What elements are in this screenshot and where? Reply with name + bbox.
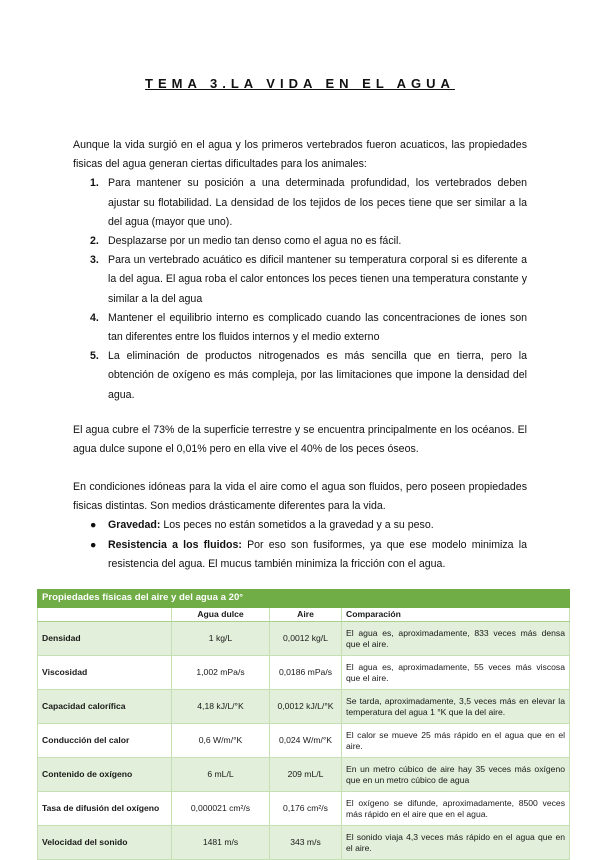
water-cell: 4,18 kJ/L/°K bbox=[172, 690, 270, 724]
list-item bbox=[73, 251, 527, 309]
property-cell: Tasa de difusión del oxígeno bbox=[38, 792, 172, 826]
bullet-text: Por eso son fusiformes, ya que ese modelo minimiza la resistencia del agua. El mucus también minimiza la fricción con el agua. bbox=[108, 538, 527, 570]
water-cell: 6 mL/L bbox=[172, 758, 270, 792]
property-cell: Viscosidad bbox=[38, 656, 172, 690]
list-item-text: La eliminación de productos nitrogenados es más sencilla que en tierra, pero la obtención de oxígeno es más compleja, por las limitaciones que impone la densidad del agua. bbox=[108, 350, 527, 401]
list-number: 1. bbox=[90, 177, 99, 190]
comparison-cell: El sonido viaja 4,3 veces más rápido en el agua que en el aire. bbox=[342, 826, 570, 860]
property-cell: Velocidad del sonido bbox=[38, 826, 172, 860]
comparison-cell: Se tarda, aproximadamente, 3,5 veces más en elevar la temperatura del agua 1 °K que la del aire. bbox=[342, 690, 570, 724]
bullet-icon: ● bbox=[90, 519, 97, 532]
water-coverage-paragraph: El agua cubre el 73% de la superficie terrestre y se encuentra principalmente en los océanos. El agua dulce supone el 0,01% pero en ella vive el 40% de los peces óseos. bbox=[73, 424, 527, 456]
property-cell: Conducción del calor bbox=[38, 724, 172, 758]
list-number: 5. bbox=[90, 350, 99, 363]
list-item bbox=[73, 536, 527, 574]
comparison-cell: El agua es, aproximadamente, 55 veces más viscosa que el aire. bbox=[342, 656, 570, 690]
air-cell: 0,024 W/m/°K bbox=[270, 724, 342, 758]
table-row bbox=[38, 656, 570, 690]
water-cell: 1481 m/s bbox=[172, 826, 270, 860]
list-item bbox=[73, 309, 527, 347]
water-cell: 1,002 mPa/s bbox=[172, 656, 270, 690]
list-item-text: Para mantener su posición a una determinada profundidad, los vertebrados deben ajustar su flotabilidad. La densidad de los tejidos de los peces tiene que ser similar a la del agua (mayor que uno). bbox=[108, 177, 527, 228]
air-cell: 0,0012 kJ/L/°K bbox=[270, 690, 342, 724]
list-item bbox=[73, 232, 527, 251]
air-cell: 0,0012 kg/L bbox=[270, 622, 342, 656]
header-cell bbox=[38, 608, 172, 622]
table-row bbox=[38, 758, 570, 792]
bullet-icon: ● bbox=[90, 538, 97, 551]
table-row bbox=[38, 622, 570, 656]
comparison-cell: El oxígeno se difunde, aproximadamente, 8500 veces más rápido en el aire que en el agua. bbox=[342, 792, 570, 826]
water-cell: 1 kg/L bbox=[172, 622, 270, 656]
table-row bbox=[38, 826, 570, 860]
list-number: 3. bbox=[90, 254, 99, 267]
air-cell: 209 mL/L bbox=[270, 758, 342, 792]
comparison-cell: El calor se mueve 25 más rápido en el agua que en el aire. bbox=[342, 724, 570, 758]
list-item-text: Mantener el equilibrio interno es complicado cuando las concentraciones de iones son tan diferentes entre los fluidos internos y el medio externo bbox=[108, 311, 527, 344]
list-item bbox=[73, 347, 527, 405]
air-cell: 343 m/s bbox=[270, 826, 342, 860]
property-cell: Densidad bbox=[38, 622, 172, 656]
table-row bbox=[38, 792, 570, 826]
difficulties-list bbox=[73, 174, 527, 404]
table-row bbox=[38, 690, 570, 724]
bullet-text: Los peces no están sometidos a la gravedad y a su peso. bbox=[160, 519, 434, 532]
fluids-paragraph: En condiciones idóneas para la vida el aire como el agua son fluidos, pero poseen propiedades fisicas distintas. Son medios drásticamente diferentes para la vida. bbox=[73, 481, 527, 513]
list-number: 2. bbox=[90, 235, 99, 248]
page-title: TEMA 3.LA VIDA EN EL AGUA bbox=[145, 76, 455, 91]
water-cell: 0,000021 cm²/s bbox=[172, 792, 270, 826]
header-cell: Aire bbox=[270, 608, 342, 622]
comparison-cell: En un metro cúbico de aire hay 35 veces más oxígeno que en un metro cúbico de agua bbox=[342, 758, 570, 792]
list-item bbox=[73, 516, 527, 535]
bullet-label: Gravedad: bbox=[108, 519, 161, 532]
intro-paragraph: Aunque la vida surgió en el agua y los primeros vertebrados fueron acuaticos, las propiedades fisicas del agua generan ciertas dificultades para los animales: bbox=[73, 139, 527, 171]
table-header-row bbox=[38, 608, 570, 622]
fluids-section bbox=[73, 478, 527, 574]
header-cell: Comparación bbox=[342, 608, 570, 622]
properties-table bbox=[37, 589, 570, 860]
table-row bbox=[38, 724, 570, 758]
fluid-properties-list bbox=[73, 516, 527, 574]
property-cell: Contenido de oxígeno bbox=[38, 758, 172, 792]
air-cell: 0,176 cm²/s bbox=[270, 792, 342, 826]
list-item bbox=[73, 174, 527, 232]
property-cell: Capacidad calorífica bbox=[38, 690, 172, 724]
water-cell: 0,6 W/m/°K bbox=[172, 724, 270, 758]
air-cell: 0,0186 mPa/s bbox=[270, 656, 342, 690]
table-caption: Propiedades físicas del aire y del agua a 20° bbox=[38, 590, 570, 608]
list-number: 4. bbox=[90, 311, 99, 324]
header-cell: Agua dulce bbox=[172, 608, 270, 622]
bullet-label: Resistencia a los fluidos: bbox=[108, 538, 242, 551]
comparison-cell: El agua es, aproximadamente, 833 veces más densa que el aire. bbox=[342, 622, 570, 656]
list-item-text: Desplazarse por un medio tan denso como el agua no es fácil. bbox=[108, 235, 402, 248]
list-item-text: Para un vertebrado acuático es dificil mantener su temperatura corporal si es diferente a la del agua. El agua roba el calor entonces los peces tienen una temperatura constante y similar a la del agua bbox=[108, 254, 527, 305]
intro-section bbox=[73, 136, 527, 405]
